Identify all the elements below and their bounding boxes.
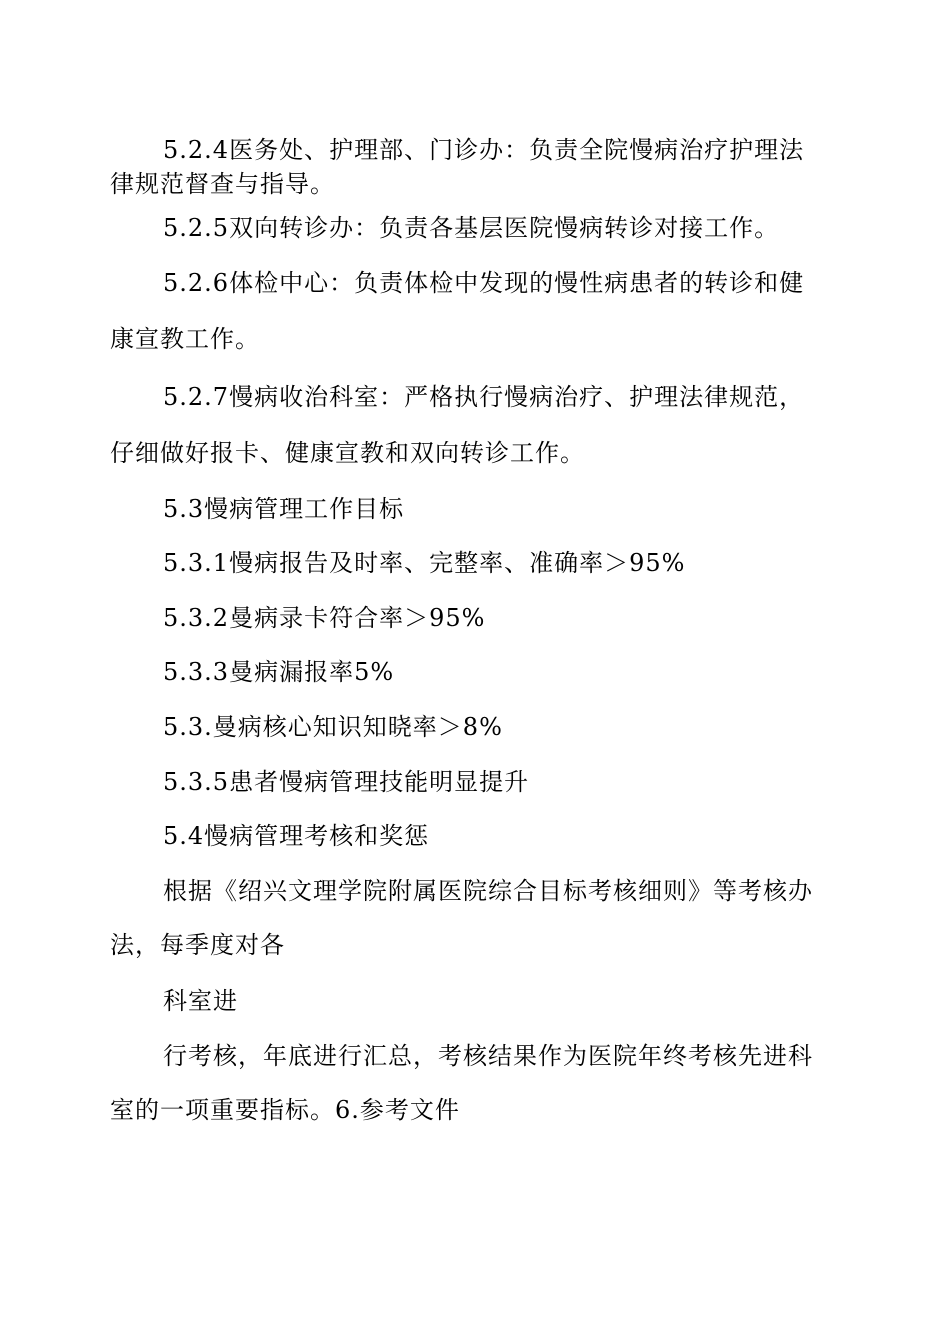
paragraph-5-3-5 <box>110 765 845 799</box>
paragraph-assessment-result <box>110 1039 845 1127</box>
paragraph-5-2-4 <box>110 133 845 201</box>
paragraph-line: 5.2.7慢病收治科室：严格执行慢病治疗、护理法律规范， <box>163 383 805 411</box>
paragraph-line: 5.2.6体检中心：负责体检中发现的慢性病患者的转诊和健 <box>163 269 805 297</box>
paragraph-line: 5.3慢病管理工作目标 <box>163 495 405 523</box>
paragraph-line: 康宣教工作。 <box>110 325 260 353</box>
heading-5-4 <box>110 819 845 853</box>
paragraph-line: 法，每季度对各 <box>110 931 285 959</box>
paragraph-5-2-7 <box>110 380 845 470</box>
paragraph-5-3-3 <box>110 655 845 689</box>
paragraph-department <box>110 984 845 1018</box>
paragraph-line: 5.3.2曼病录卡符合率＞95% <box>163 604 486 632</box>
paragraph-line: 5.2.5双向转诊办：负责各基层医院慢病转诊对接工作。 <box>163 214 780 242</box>
paragraph-line: 5.2.4医务处、护理部、门诊办：负责全院慢病治疗护理法 <box>163 136 805 164</box>
paragraph-5-3-4 <box>110 710 845 744</box>
paragraph-line: 室的一项重要指标。6.参考文件 <box>110 1096 460 1124</box>
paragraph-assessment-basis <box>110 874 845 962</box>
paragraph-line: 5.3.3曼病漏报率5% <box>163 658 395 686</box>
paragraph-line: 5.4慢病管理考核和奖惩 <box>163 822 430 850</box>
paragraph-line: 5.3.1慢病报告及时率、完整率、准确率＞95% <box>163 549 686 577</box>
paragraph-line: 根据《绍兴文理学院附属医院综合目标考核细则》等考核办 <box>163 877 813 905</box>
paragraph-line: 5.3.5患者慢病管理技能明显提升 <box>163 768 530 796</box>
paragraph-5-3-1 <box>110 546 845 580</box>
paragraph-5-2-5 <box>110 211 845 245</box>
paragraph-5-3-2 <box>110 601 845 635</box>
paragraph-line: 科室进 <box>163 987 238 1015</box>
paragraph-line: 仔细做好报卡、健康宣教和双向转诊工作。 <box>110 439 585 467</box>
paragraph-5-2-6 <box>110 266 845 356</box>
heading-5-3 <box>110 492 845 526</box>
paragraph-line: 律规范督查与指导。 <box>110 170 335 198</box>
paragraph-line: 5.3.曼病核心知识知晓率＞8% <box>163 713 503 741</box>
paragraph-line: 行考核，年底进行汇总，考核结果作为医院年终考核先进科 <box>163 1042 813 1070</box>
